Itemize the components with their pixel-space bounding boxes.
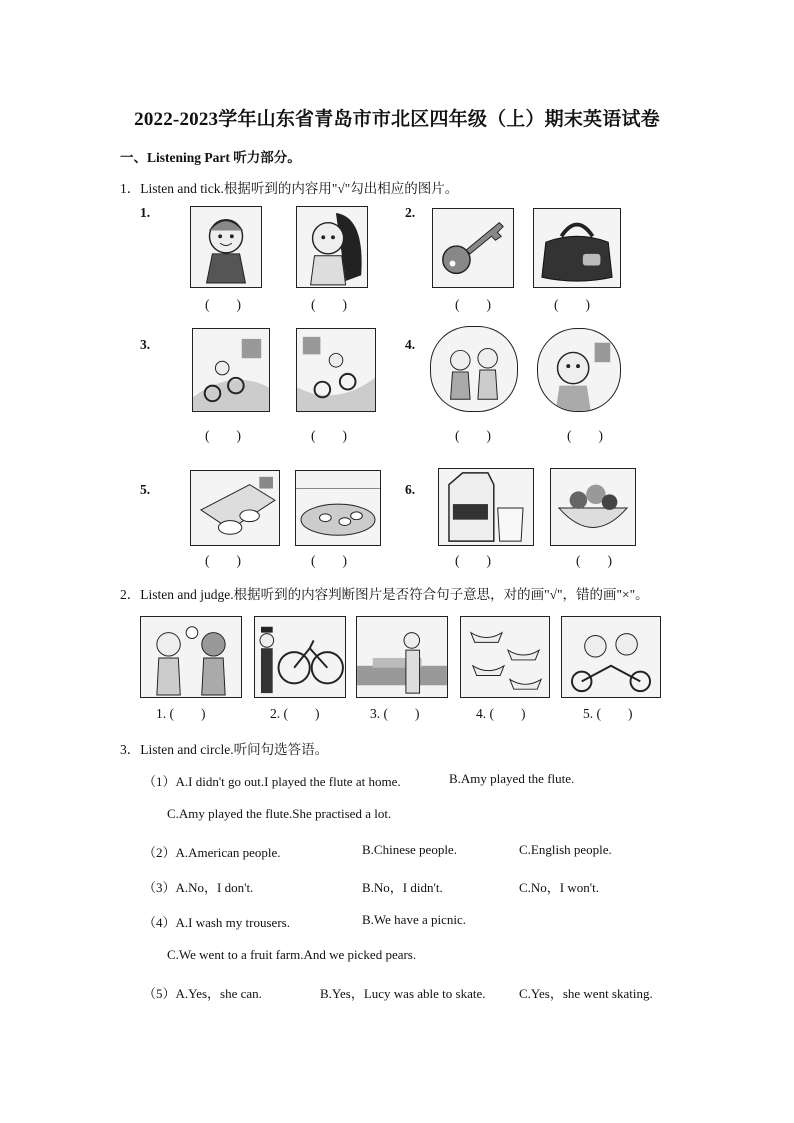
girl-cheerleader-icon	[190, 206, 262, 288]
q3-2-option-b[interactable]: B.Chinese people.	[362, 842, 457, 857]
q1-number-3: 3.	[140, 337, 151, 352]
answer-paren[interactable]: ( )	[576, 553, 612, 568]
gold-ingots-icon	[460, 616, 550, 698]
key-icon	[432, 208, 514, 288]
page-title: 2022-2023学年山东省青岛市市北区四年级（上）期末英语试卷	[134, 109, 660, 130]
girl-with-hair-icon	[296, 206, 368, 288]
answer-paren[interactable]: ( )	[455, 297, 491, 312]
q1-number-4: 4.	[405, 337, 416, 352]
q3-4-option-c[interactable]: C.We went to a fruit farm.And we picked pears.	[167, 947, 417, 962]
q2-label-2[interactable]	[270, 706, 320, 722]
q2-label-number: 4.	[476, 706, 487, 721]
boys-with-ball-icon	[140, 616, 242, 698]
answer-paren[interactable]: ( )	[169, 706, 206, 721]
q3-4-option-b[interactable]: B.We have a picnic.	[362, 912, 466, 927]
section-heading: 一、Listening Part 听力部分。	[120, 150, 301, 165]
answer-paren[interactable]: ( )	[311, 297, 347, 312]
man-with-bicycle-icon	[254, 616, 346, 698]
answer-paren[interactable]: ( )	[205, 297, 241, 312]
q2-label-1[interactable]	[156, 706, 206, 722]
q3-3-option-b[interactable]: B.No，I didn't.	[362, 880, 443, 895]
q2-label-number: 2.	[270, 706, 281, 721]
q2-label-number: 1.	[156, 706, 167, 721]
man-at-tiananmen-icon	[356, 616, 448, 698]
handbag-icon	[533, 208, 621, 288]
answer-paren[interactable]: ( )	[554, 297, 590, 312]
q1-number-2: 2.	[405, 205, 416, 220]
q2-label-number: 3.	[370, 706, 381, 721]
q2-label-3[interactable]	[370, 706, 420, 722]
q3-2-option-c[interactable]: C.English people.	[519, 842, 612, 857]
kids-cycling-park-icon	[192, 328, 270, 412]
boys-riding-bikes-icon	[561, 616, 661, 698]
q2-label-number: 5.	[583, 706, 594, 721]
salad-bowl-icon	[550, 468, 636, 546]
q1-instruction: 1．Listen and tick.根据听到的内容用"√"勾出相应的图片。	[120, 181, 459, 196]
pond-ducks-icon	[295, 470, 381, 546]
q1-number-6: 6.	[405, 482, 416, 497]
kids-cycling-park-2-icon	[296, 328, 376, 412]
q3-4-option-a[interactable]: （4）A.I wash my trousers.	[143, 915, 290, 930]
q2-label-5[interactable]	[583, 706, 633, 722]
answer-paren[interactable]: ( )	[567, 428, 603, 443]
q3-3-option-a[interactable]: （3）A.No，I don't.	[143, 880, 254, 895]
q3-1-option-a[interactable]: （1）A.I didn't go out.I played the flute at home.	[143, 774, 401, 789]
q3-3-option-c[interactable]: C.No，I won't.	[519, 880, 599, 895]
milk-box-and-glass-icon	[438, 468, 534, 546]
q3-5-option-c[interactable]: C.Yes，she went skating.	[519, 986, 653, 1001]
q1-number-1: 1.	[140, 205, 151, 220]
girl-thinking-icon	[537, 328, 621, 412]
answer-paren[interactable]: ( )	[455, 553, 491, 568]
answer-paren[interactable]: ( )	[596, 706, 633, 721]
q3-1-option-c[interactable]: C.Amy played the flute.She practised a lot.	[167, 806, 392, 821]
answer-paren[interactable]: ( )	[205, 553, 241, 568]
q1-number-5: 5.	[140, 482, 151, 497]
q2-instruction: 2．Listen and judge.根据听到的内容判断图片是否符合句子意思，对的画"√"，错的画"×"。	[120, 587, 649, 602]
two-kids-icon	[430, 326, 518, 412]
answer-paren[interactable]: ( )	[283, 706, 320, 721]
answer-paren[interactable]: ( )	[311, 553, 347, 568]
answer-paren[interactable]: ( )	[383, 706, 420, 721]
farm-sheep-icon	[190, 470, 280, 546]
answer-paren[interactable]: ( )	[205, 428, 241, 443]
q2-label-4[interactable]	[476, 706, 526, 722]
answer-paren[interactable]: ( )	[311, 428, 347, 443]
q3-1-option-b[interactable]: B.Amy played the flute.	[449, 771, 575, 786]
answer-paren[interactable]: ( )	[455, 428, 491, 443]
q3-2-option-a[interactable]: （2）A.American people.	[143, 845, 281, 860]
q3-instruction: 3．Listen and circle.听问句选答语。	[120, 742, 329, 757]
q3-5-option-b[interactable]: B.Yes，Lucy was able to skate.	[320, 986, 486, 1001]
q3-5-option-a[interactable]: （5）A.Yes，she can.	[143, 986, 262, 1001]
answer-paren[interactable]: ( )	[489, 706, 526, 721]
